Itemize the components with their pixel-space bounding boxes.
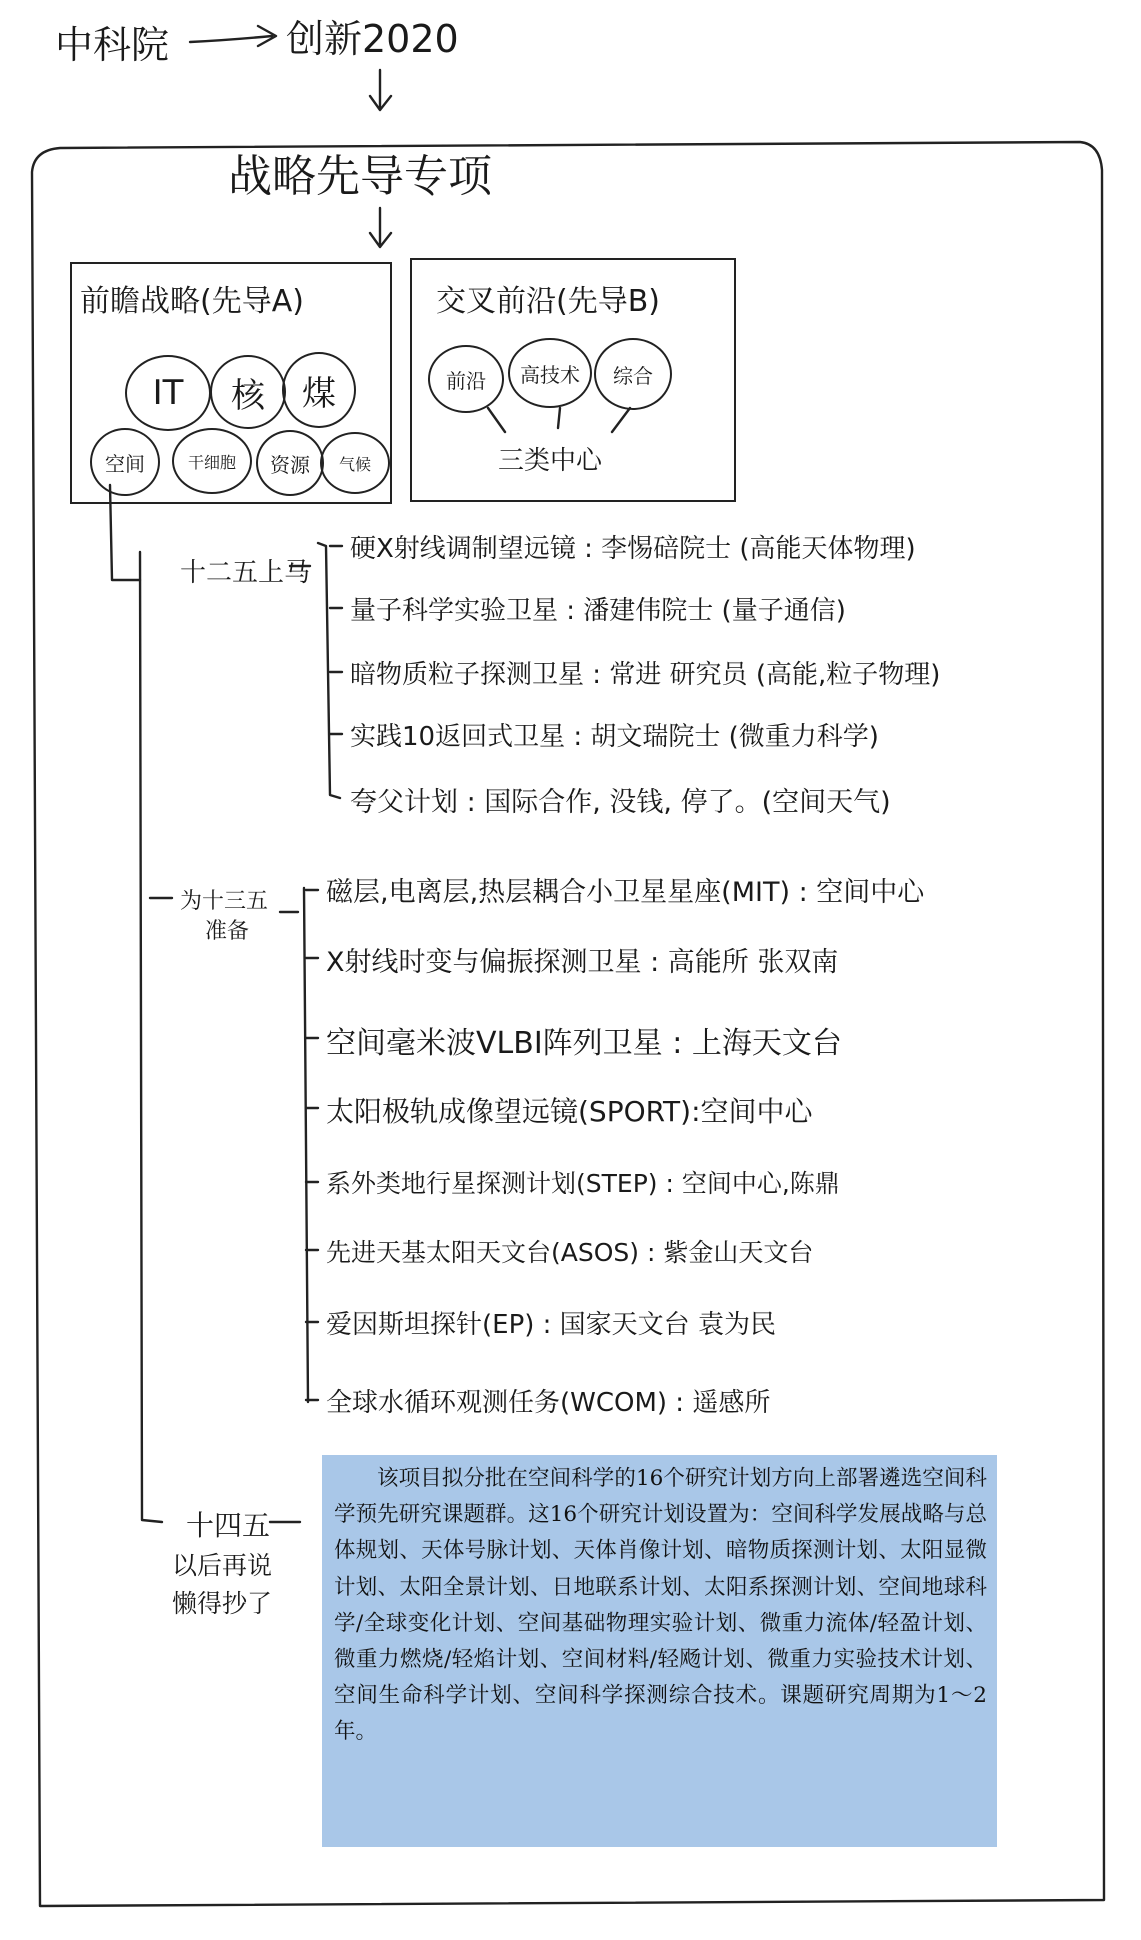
- phase3-note: 以后再说: [172, 1551, 273, 1580]
- phase1-item: 夸父计划 : 国际合作, 没钱, 停了。(空间天气): [350, 787, 891, 818]
- phase2-item: X射线时变与偏振探测卫星 : 高能所 张双南: [326, 947, 839, 978]
- circle-frontier: 前沿: [428, 345, 504, 413]
- phase2-label: 为十三五: [180, 889, 269, 914]
- circle-coal: 煤: [282, 352, 356, 428]
- phase2-item: 先进天基太阳天文台(ASOS) : 紫金山天文台: [326, 1238, 814, 1267]
- phase3-label: 十四五: [186, 1509, 271, 1542]
- trunk-line-main: [140, 552, 162, 1522]
- box-a-title: 前瞻战略(先导A): [80, 284, 304, 319]
- phase2-item: 爱因斯坦探针(EP) : 国家天文台 袁为民: [326, 1310, 776, 1340]
- phase2-item: 太阳极轨成像望远镜(SPORT):空间中心: [326, 1095, 813, 1128]
- arrow-right-icon: [190, 26, 276, 46]
- origin-label: 中科院: [55, 23, 170, 67]
- excerpt-text-block: 该项目拟分批在空间科学的16个研究计划方向上部署遴选空间科学预先研究课题群。这16个研究计划设置为：空间科学发展战略与总体规划、天体号脉计划、天体肖像计划、暗物质探测计划、太阳显微计划、太阳全景计划、日地联系计划、太阳系探测计划、空间地球科学/全球变化计划、空间基础物理实验计划、微重力流体/轻盈计划、微重力燃烧/轻焰计划、空间材料/轻飏计划、微重力实验技术计划、空间生命科学计划、空间科学探测综合技术。课题研究周期为1～2年。: [322, 1455, 997, 1847]
- phase1-item: 实践10返回式卫星 : 胡文瑞院士 (微重力科学): [350, 722, 879, 752]
- arrow-down-icon: [370, 208, 391, 247]
- phase1-item: 暗物质粒子探测卫星 : 常进 研究员 (高能,粒子物理): [350, 660, 941, 690]
- arrow-down-icon: [370, 70, 391, 110]
- circle-high-tech: 高技术: [508, 338, 592, 408]
- box-b-label: 三类中心: [498, 446, 603, 476]
- phase2-label-sub: 准备: [205, 919, 250, 944]
- phase1-item: 硬X射线调制望远镜 : 李惕碚院士 (高能天体物理): [350, 534, 916, 564]
- phase2-item: 空间毫米波VLBI阵列卫星 : 上海天文台: [326, 1026, 842, 1061]
- circle-climate: 气候: [320, 432, 390, 494]
- program-label: 创新2020: [286, 17, 459, 61]
- phase2-item: 全球水循环观测任务(WCOM) : 遥感所: [326, 1388, 771, 1418]
- phase3-note-2: 懒得抄了: [172, 1589, 273, 1618]
- circle-space: 空间: [90, 428, 160, 496]
- phase2-item: 系外类地行星探测计划(STEP) : 空间中心,陈鼎: [326, 1169, 840, 1198]
- circle-stem-cell: 干细胞: [172, 428, 252, 494]
- phase1-item: 量子科学实验卫星 : 潘建伟院士 (量子通信): [350, 596, 846, 626]
- main-title: 战略先导专项: [228, 151, 492, 202]
- branch-phase2: [150, 888, 308, 1402]
- circle-it: IT: [125, 355, 211, 431]
- phase1-label: 十二五上马: [180, 558, 311, 588]
- circle-comprehensive: 综合: [594, 338, 672, 410]
- box-b-title: 交叉前沿(先导B): [436, 284, 660, 319]
- phase2-item: 磁层,电离层,热层耦合小卫星星座(MIT) : 空间中心: [326, 877, 925, 908]
- circle-nuclear: 核: [210, 355, 286, 429]
- circle-resources: 资源: [256, 430, 324, 496]
